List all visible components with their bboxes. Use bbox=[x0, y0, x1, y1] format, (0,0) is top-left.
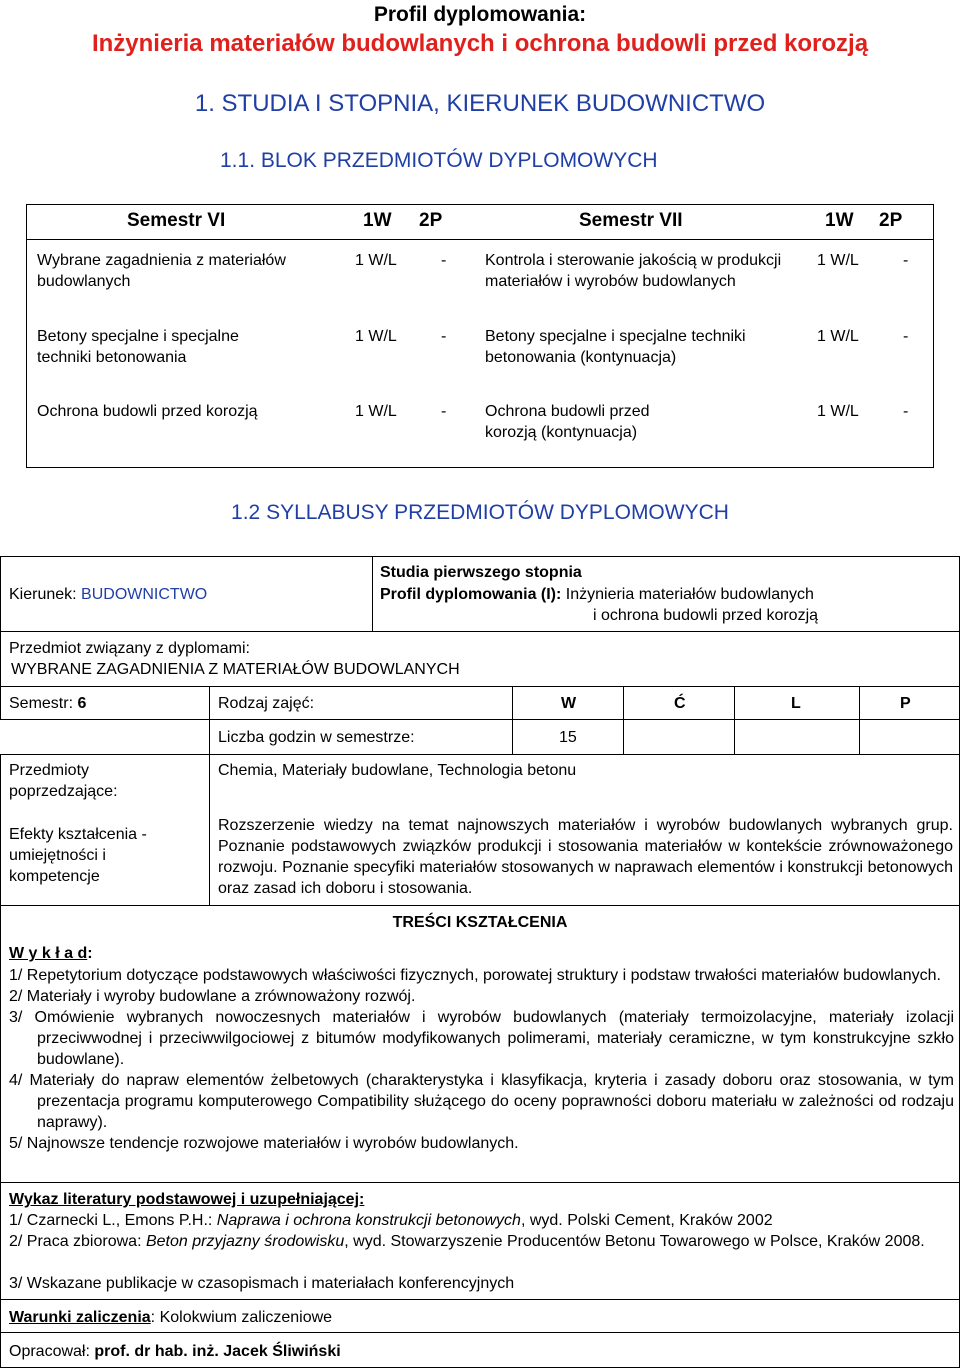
outcomes-label: Efekty kształcenia - umiejętności i kompetencje bbox=[9, 826, 147, 885]
author-box bbox=[0, 1332, 960, 1368]
header-s6-2p: 2P bbox=[419, 210, 443, 231]
przedmiot-value: WYBRANE ZAGADNIENIA Z MATERIAŁÓW BUDOWLANYCH bbox=[11, 661, 460, 678]
s6-subject-3: Ochrona budowli przed korozją bbox=[37, 403, 258, 420]
studia-level: Studia pierwszego stopnia bbox=[380, 564, 582, 581]
lecture-item: 4/ Materiały do napraw elementów żelbetowych (charakterystyka i klasyfikacja, kryteria i zasady doboru oraz stosowania, w tym prezentacja programu komputerowego Compatibility służącego do oceny poprawności doboru materiału w zależności od rodzaju naprawy). bbox=[9, 1072, 954, 1131]
type-p: P bbox=[900, 695, 911, 712]
profil: Profil dyplomowania (I): Inżynieria materiałów budowlanych bbox=[380, 586, 814, 603]
warunki-box bbox=[0, 1299, 960, 1333]
content-box bbox=[0, 905, 960, 1183]
hours-c-box bbox=[623, 719, 735, 755]
label-column-box bbox=[0, 754, 210, 906]
literature-item: 1/ Czarnecki L., Emons P.H.: Naprawa i ochrona konstrukcji betonowych, wyd. Polski Cement, Kraków 2002 bbox=[9, 1212, 773, 1229]
s6-w-3: 1 W/L bbox=[355, 403, 397, 420]
type-l: L bbox=[791, 695, 801, 712]
semestr-box bbox=[0, 686, 210, 720]
semestr: Semestr: 6 bbox=[9, 695, 87, 712]
s6-p-3: - bbox=[441, 403, 447, 420]
header-s7-1w: 1W bbox=[825, 210, 854, 231]
hours-l-box bbox=[734, 719, 860, 755]
s6-p-2: - bbox=[441, 328, 447, 345]
hours-p-box bbox=[859, 719, 960, 755]
kierunek-box bbox=[0, 556, 373, 632]
prereq-label: Przedmioty poprzedzające: bbox=[9, 762, 118, 800]
header-semestr-vi: Semestr VI bbox=[127, 210, 226, 231]
section-heading-1-2: 1.2 SYLLABUSY PRZEDMIOTÓW DYPLOMOWYCH bbox=[231, 501, 729, 524]
rodzaj-box bbox=[209, 686, 513, 720]
s7-p-2: - bbox=[903, 328, 909, 345]
profil-line-2: i ochrona budowli przed korozją bbox=[593, 607, 819, 624]
s7-w-1: 1 W/L bbox=[817, 252, 859, 269]
type-l-box bbox=[734, 686, 860, 720]
warunki: Warunki zaliczenia: Kolokwium zaliczeniowe bbox=[9, 1309, 333, 1326]
literature-box bbox=[0, 1182, 960, 1300]
prereq-value: Chemia, Materiały budowlane, Technologia betonu bbox=[218, 762, 577, 779]
hours-label-box bbox=[209, 719, 513, 755]
author: Opracował: prof. dr hab. inż. Jacek Śliwiński bbox=[9, 1343, 341, 1360]
s7-w-3: 1 W/L bbox=[817, 403, 859, 420]
section-heading-1: 1. STUDIA I STOPNIA, KIERUNEK BUDOWNICTWO bbox=[194, 90, 766, 117]
header-s6-1w: 1W bbox=[363, 210, 392, 231]
lecture-item: 5/ Najnowsze tendencje rozwojowe materiałów i wyrobów budowlanych. bbox=[9, 1135, 519, 1152]
s6-w-2: 1 W/L bbox=[355, 328, 397, 345]
s7-subject-2: Betony specjalne i specjalne techniki betonowania (kontynuacja) bbox=[485, 328, 746, 366]
kierunek: Kierunek: BUDOWNICTWO bbox=[9, 586, 208, 603]
header-semestr-vii: Semestr VII bbox=[579, 210, 683, 231]
lecture-item: 2/ Materiały i wyroby budowlane a zrównoważony rozwój. bbox=[9, 988, 416, 1005]
outcomes-value: Rozszerzenie wiedzy na temat najnowszych materiałów i wyrobów budowlanych wybranych grup. Poznanie podstawowych związków produkcji i stosowania materiałów w kontekście zrównoważonego rozwoju. Poznanie specyfiki materiałów stosowanych w naprawach elementów i konstrukcji betonowych oraz zasad ich doboru i stosowania. bbox=[218, 817, 953, 897]
type-w-box bbox=[512, 686, 624, 720]
literature-heading: Wykaz literatury podstawowej i uzupełniającej: bbox=[9, 1191, 365, 1208]
header-s7-2p: 2P bbox=[879, 210, 903, 231]
type-w: W bbox=[561, 695, 577, 712]
lecture-heading: W y k ł a d: bbox=[9, 945, 93, 962]
s6-subject-1: Wybrane zagadnienia z materiałów budowlanych bbox=[37, 252, 286, 290]
hours-label: Liczba godzin w semestrze: bbox=[218, 729, 415, 746]
hours-w-box bbox=[512, 719, 624, 755]
type-c-box bbox=[623, 686, 735, 720]
semester-table bbox=[26, 204, 934, 468]
profile-name: Inżynieria materiałów budowlanych i ochrona budowli przed korozją bbox=[91, 30, 869, 57]
s7-subject-3: Ochrona budowli przed korozją (kontynuacja) bbox=[485, 403, 650, 441]
s7-subject-1: Kontrola i sterowanie jakością w produkcji materiałów i wyrobów budowlanych bbox=[485, 252, 782, 290]
values-column-box bbox=[209, 754, 960, 906]
rodzaj-label: Rodzaj zajęć: bbox=[218, 695, 315, 712]
type-c: Ć bbox=[674, 695, 686, 712]
s6-p-1: - bbox=[441, 252, 447, 269]
lecture-item: 3/ Omówienie wybranych nowoczesnych materiałów i wyrobów budowlanych (materiały termoizolacyjne, materiały izolacji przeciwwodnej i przeciwwilgociowej z bitumów modyfikowanych polimerami, materiały ceramiczne, w tym konstrukcyjne szkło budowlane). bbox=[9, 1009, 954, 1068]
type-p-box bbox=[859, 686, 960, 720]
s6-w-1: 1 W/L bbox=[355, 252, 397, 269]
s7-p-3: - bbox=[903, 403, 909, 420]
przedmiot-label: Przedmiot związany z dyplomami: bbox=[9, 640, 250, 657]
studia-box bbox=[372, 556, 960, 632]
literature-item: 3/ Wskazane publikacje w czasopismach i materiałach konferencyjnych bbox=[9, 1275, 515, 1292]
content-title: TREŚCI KSZTAŁCENIA bbox=[392, 914, 568, 931]
s6-subject-2: Betony specjalne i specjalne techniki betonowania bbox=[37, 328, 239, 366]
profile-title: Profil dyplomowania: bbox=[373, 3, 587, 26]
literature-item: 2/ Praca zbiorowa: Beton przyjazny środowisku, wyd. Stowarzyszenie Producentów Betonu Towarowego w Polsce, Kraków 2008. bbox=[9, 1233, 925, 1250]
lecture-item: 1/ Repetytorium dotyczące podstawowych właściwości fizycznych, porowatej struktury i podstaw trwałości materiałów budowlanych. bbox=[9, 967, 941, 984]
s7-p-1: - bbox=[903, 252, 909, 269]
s7-w-2: 1 W/L bbox=[817, 328, 859, 345]
przedmiot-box bbox=[0, 631, 960, 687]
hours-w: 15 bbox=[559, 729, 577, 746]
section-heading-1-1: 1.1. BLOK PRZEDMIOTÓW DYPLOMOWYCH bbox=[220, 149, 658, 172]
lecture-list bbox=[9, 965, 954, 1154]
